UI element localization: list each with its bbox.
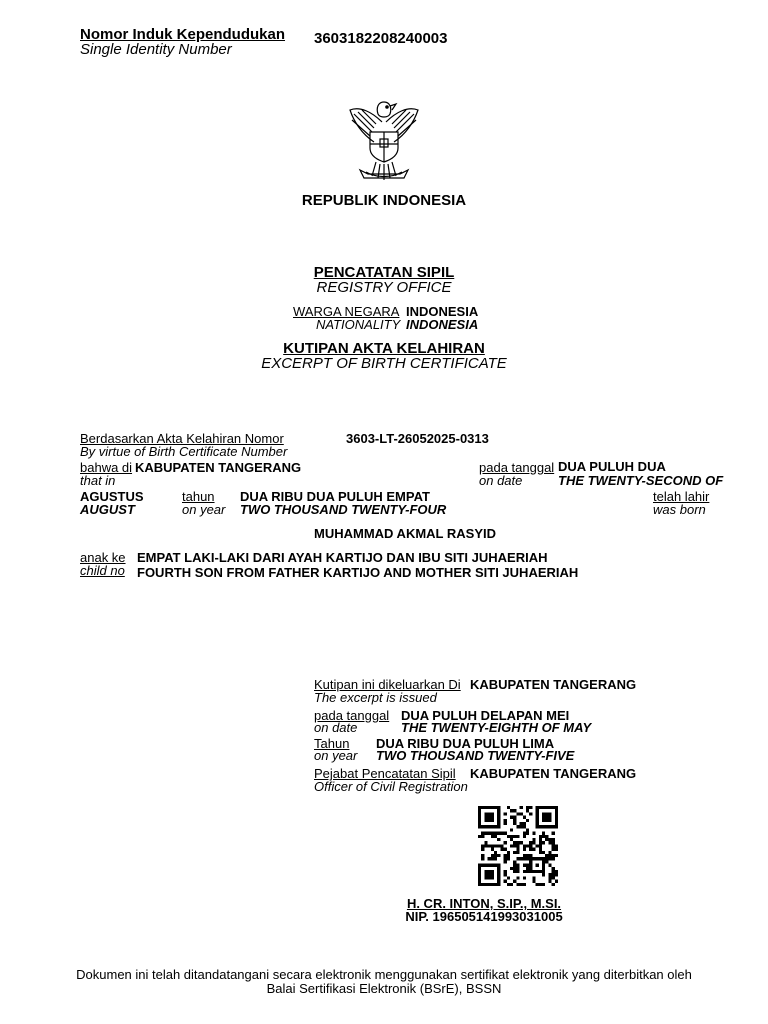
certificate-number-label: Berdasarkan Akta Kelahiran Nomor [80,431,284,446]
issue-year-label-en: on year [314,748,358,763]
nik-label: Nomor Induk Kependudukan [80,26,286,43]
footer-line-2: Balai Sertifikasi Elektronik (BSrE), BSSN [266,981,502,996]
officer-label-en: Officer of Civil Registration [314,779,468,794]
child-order-value-en: FOURTH SON FROM FATHER KARTIJO AND MOTHER SITI JUHAERIAH [137,565,579,580]
birth-place-label: bahwa di [80,460,133,475]
birth-date-value: DUA PULUH DUA [558,459,666,474]
birth-date-label-en: on date [479,473,523,488]
nationality-label: WARGA NEGARA [293,304,400,319]
issue-date-label: pada tanggal [314,708,390,723]
nik-label-en: Single Identity Number [80,41,232,58]
nationality-value: INDONESIA [406,304,479,319]
certificate-number-value: 3603-LT-26052025-0313 [346,431,489,446]
child-order-label: anak ke [80,550,126,565]
signatory-name: H. CR. INTON, S.IP., M.SI. [406,896,562,911]
country-title: REPUBLIK INDONESIA [301,192,467,209]
issue-year-value-en: TWO THOUSAND TWENTY-FIVE [376,748,575,763]
issue-year-label: Tahun [314,736,350,751]
officer-label: Pejabat Pencatatan Sipil [314,766,456,781]
garuda-emblem-icon [346,92,422,188]
issue-place-label: Kutipan ini dikeluarkan Di [314,677,461,692]
signatory-nip: NIP. 196505141993031005 [405,909,563,924]
issue-date-label-en: on date [314,720,358,735]
certificate-number-label-en: By virtue of Birth Certificate Number [80,444,288,459]
child-order-value: EMPAT LAKI-LAKI DARI AYAH KARTIJO DAN IBU SITI JUHAERIAH [137,550,548,565]
issue-place-label-en: The excerpt is issued [314,690,437,705]
birth-month-value: AGUSTUS [80,489,144,504]
birth-year-label-en: on year [182,502,226,517]
qr-code-icon [478,806,558,886]
child-name: MUHAMMAD AKMAL RASYID [314,526,496,541]
birth-place-value: KABUPATEN TANGERANG [135,460,302,475]
nationality-label-en: NATIONALITY [316,317,401,332]
nationality-value-en: INDONESIA [406,317,479,332]
issue-place-value: KABUPATEN TANGERANG [470,677,637,692]
birth-year-label: tahun [182,489,215,504]
office-label: PENCATATAN SIPIL [313,264,455,281]
document-title-en: EXCERPT OF BIRTH CERTIFICATE [261,355,507,372]
issue-date-value: DUA PULUH DELAPAN MEI [401,708,570,723]
child-order-label-en: child no [80,563,125,578]
issue-year-value: DUA RIBU DUA PULUH LIMA [376,736,555,751]
birth-year-value-en: TWO THOUSAND TWENTY-FOUR [240,502,447,517]
issue-date-value-en: THE TWENTY-EIGHTH OF MAY [401,720,592,735]
document-title: KUTIPAN AKTA KELAHIRAN [283,340,485,357]
birth-month-value-en: AUGUST [80,502,135,517]
birth-place-label-en: that in [80,473,116,488]
footer-line-1: Dokumen ini telah ditandatangani secara elektronik menggunakan sertifikat elektronik yang diterbitkan oleh [76,967,692,982]
officer-value: KABUPATEN TANGERANG [470,766,637,781]
office-label-en: REGISTRY OFFICE [316,279,452,296]
born-label: telah lahir [653,489,710,504]
birth-date-value-en: THE TWENTY-SECOND OF [558,473,724,488]
birth-year-value: DUA RIBU DUA PULUH EMPAT [240,489,430,504]
birth-date-label: pada tanggal [479,460,555,475]
nik-value: 3603182208240003 [314,30,448,47]
born-label-en: was born [653,502,706,517]
